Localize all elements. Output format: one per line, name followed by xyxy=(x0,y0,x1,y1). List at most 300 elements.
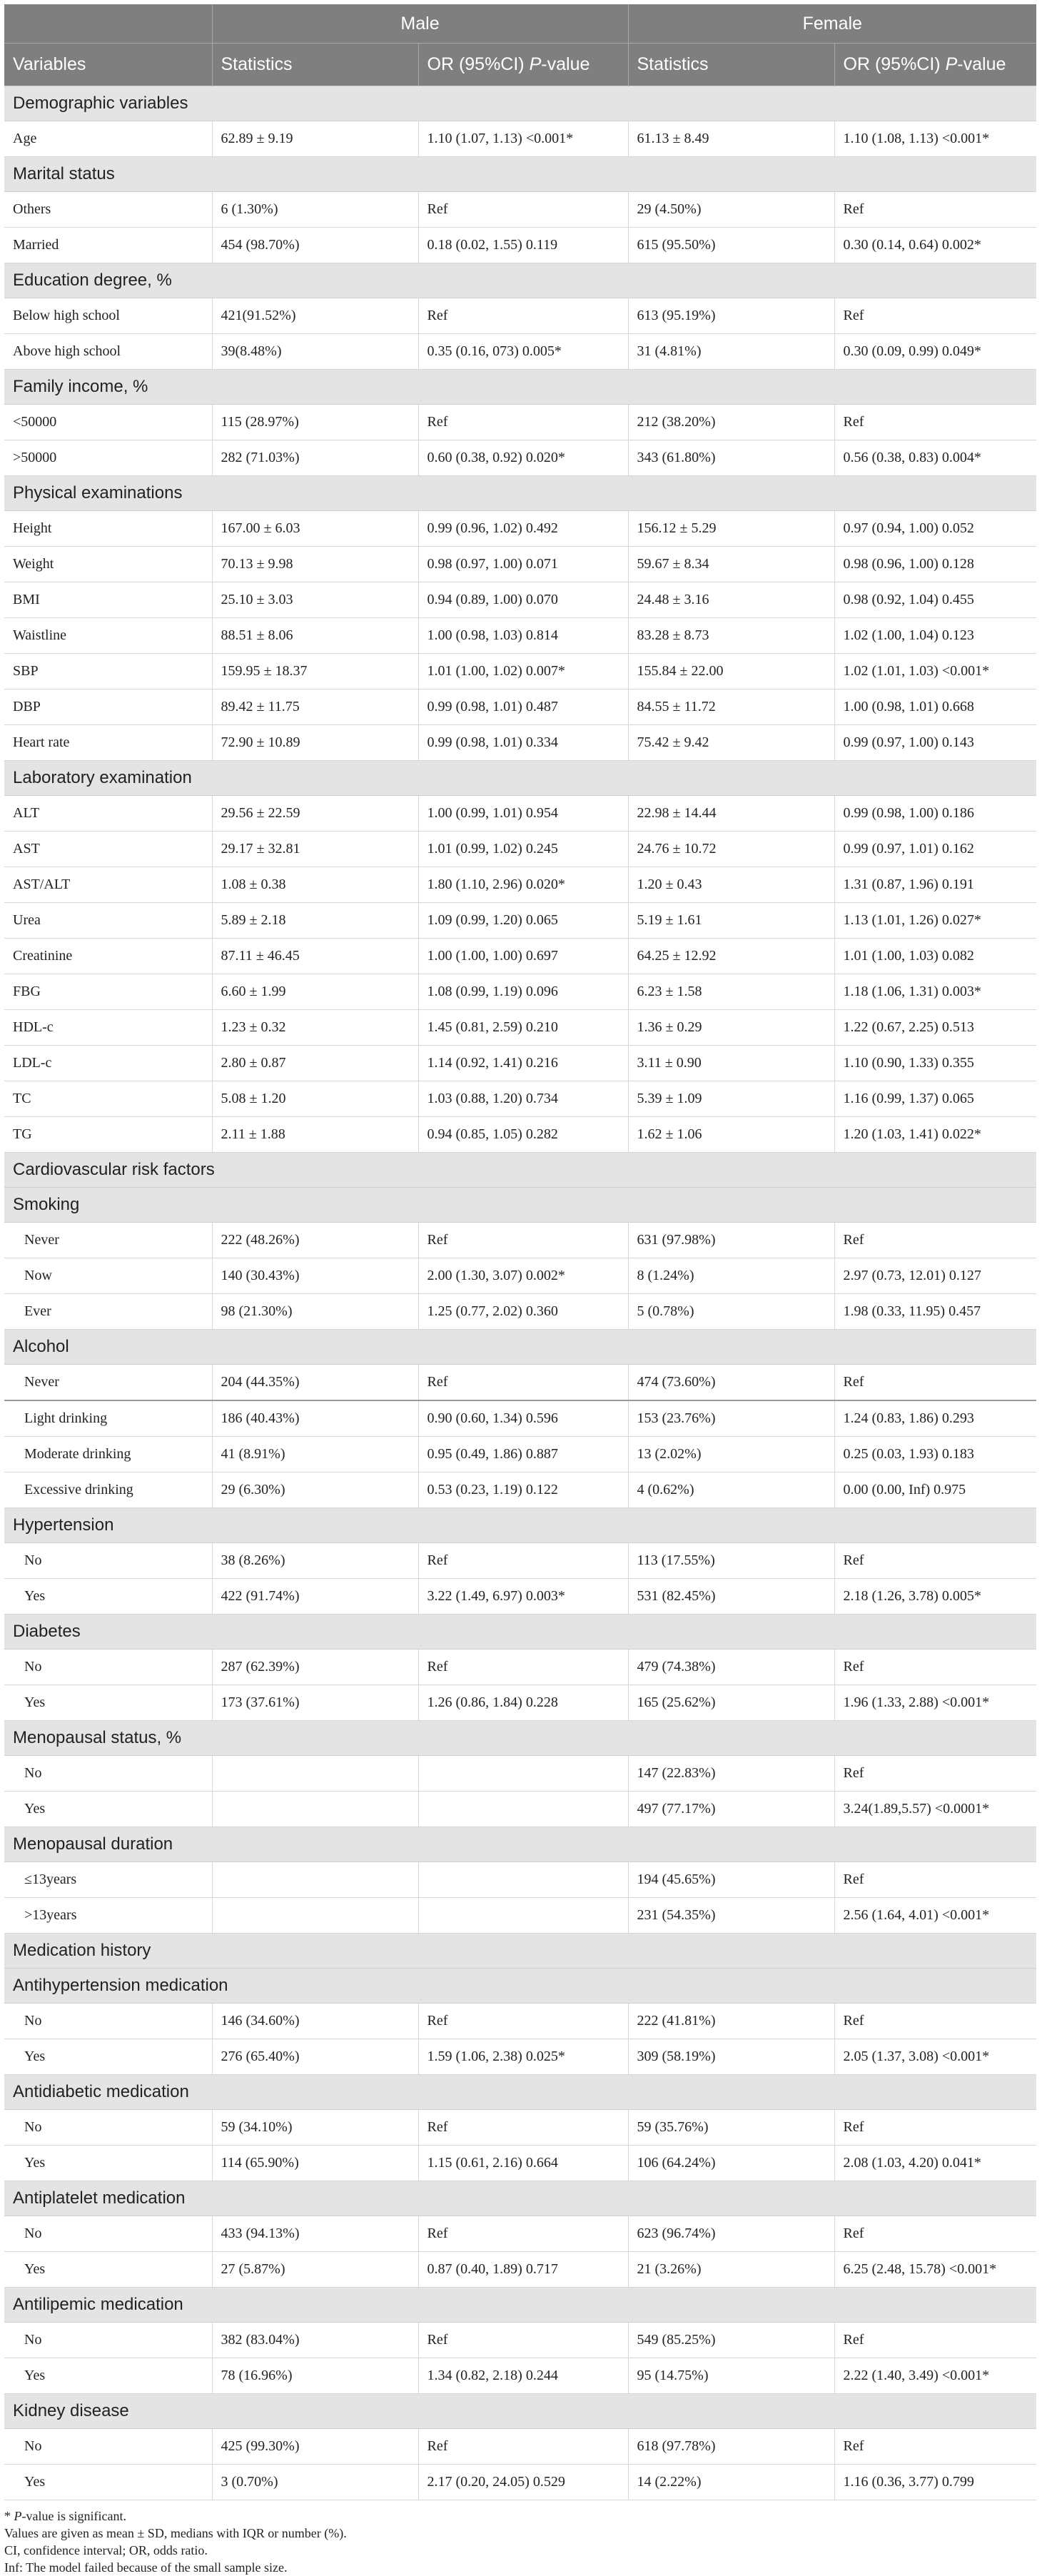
header-or-female-suffix: -value xyxy=(957,54,1006,74)
female-or-cell: Ref xyxy=(834,2429,1036,2465)
row-label: Light drinking xyxy=(4,1400,212,1437)
male-statistics-cell: 39(8.48%) xyxy=(212,334,418,370)
section-row xyxy=(4,761,1036,796)
table-row xyxy=(4,1046,1036,1081)
female-or-cell: 2.22 (1.40, 3.49) <0.001* xyxy=(834,2358,1036,2394)
female-statistics-cell: 8 (1.24%) xyxy=(628,1258,834,1294)
table-row xyxy=(4,832,1036,867)
female-statistics-cell: 531 (82.45%) xyxy=(628,1579,834,1615)
male-or-cell: 1.00 (1.00, 1.00) 0.697 xyxy=(418,939,628,974)
section-label: Family income, % xyxy=(4,370,1036,405)
female-statistics-cell: 95 (14.75%) xyxy=(628,2358,834,2394)
female-statistics-cell: 29 (4.50%) xyxy=(628,192,834,228)
row-label: Waistline xyxy=(4,618,212,654)
male-statistics-cell: 6 (1.30%) xyxy=(212,192,418,228)
female-or-cell: 1.98 (0.33, 11.95) 0.457 xyxy=(834,1294,1036,1330)
table-row xyxy=(4,1437,1036,1473)
male-or-cell: 0.18 (0.02, 1.55) 0.119 xyxy=(418,228,628,263)
section-label: Demographic variables xyxy=(4,86,1036,121)
section-label: Antiplatelet medication xyxy=(4,2181,1036,2216)
table-row xyxy=(4,1862,1036,1898)
row-label: SBP xyxy=(4,654,212,690)
table-row xyxy=(4,2465,1036,2500)
row-label: Yes xyxy=(4,2465,212,2500)
row-label: No xyxy=(4,2216,212,2252)
male-or-cell: 0.98 (0.97, 1.00) 0.071 xyxy=(418,547,628,582)
female-or-cell: 2.56 (1.64, 4.01) <0.001* xyxy=(834,1898,1036,1934)
male-or-cell: Ref xyxy=(418,1223,628,1258)
table-footnotes xyxy=(4,2507,1042,2576)
male-or-cell: 1.80 (1.10, 2.96) 0.020* xyxy=(418,867,628,903)
row-label: No xyxy=(4,1756,212,1792)
male-or-cell: Ref xyxy=(418,2323,628,2358)
male-statistics-cell: 25.10 ± 3.03 xyxy=(212,582,418,618)
section-row xyxy=(4,1508,1036,1543)
female-or-cell: 0.99 (0.97, 1.00) 0.143 xyxy=(834,725,1036,761)
row-label: Yes xyxy=(4,2252,212,2288)
female-statistics-cell: 24.76 ± 10.72 xyxy=(628,832,834,867)
table-row xyxy=(4,228,1036,263)
table-row xyxy=(4,1365,1036,1401)
section-label: Menopausal duration xyxy=(4,1827,1036,1862)
male-statistics-cell xyxy=(212,1862,418,1898)
table-row xyxy=(4,1898,1036,1934)
section-row xyxy=(4,1188,1036,1223)
table-row xyxy=(4,1010,1036,1046)
male-or-cell: 1.00 (0.99, 1.01) 0.954 xyxy=(418,796,628,832)
female-statistics-cell: 222 (41.81%) xyxy=(628,2004,834,2039)
female-or-cell: Ref xyxy=(834,1756,1036,1792)
row-label: FBG xyxy=(4,974,212,1010)
female-statistics-cell: 21 (3.26%) xyxy=(628,2252,834,2288)
male-or-cell: 1.01 (0.99, 1.02) 0.245 xyxy=(418,832,628,867)
table-row xyxy=(4,796,1036,832)
header-or-female-prefix: OR (95%CI) xyxy=(843,54,946,74)
row-label: No xyxy=(4,2004,212,2039)
row-label: HDL-c xyxy=(4,1010,212,1046)
section-label: Kidney disease xyxy=(4,2394,1036,2429)
row-label: Yes xyxy=(4,2039,212,2075)
section-row xyxy=(4,2394,1036,2429)
male-or-cell: 1.03 (0.88, 1.20) 0.734 xyxy=(418,1081,628,1117)
female-statistics-cell: 474 (73.60%) xyxy=(628,1365,834,1401)
female-statistics-cell: 1.36 ± 0.29 xyxy=(628,1010,834,1046)
female-statistics-cell: 106 (64.24%) xyxy=(628,2146,834,2181)
female-or-cell: 1.22 (0.67, 2.25) 0.513 xyxy=(834,1010,1036,1046)
footnote-p: P xyxy=(14,2509,22,2523)
female-statistics-cell: 4 (0.62%) xyxy=(628,1473,834,1508)
female-or-cell: 6.25 (2.48, 15.78) <0.001* xyxy=(834,2252,1036,2288)
male-or-cell: Ref xyxy=(418,1650,628,1685)
male-or-cell xyxy=(418,1898,628,1934)
row-label: TG xyxy=(4,1117,212,1153)
row-label: <50000 xyxy=(4,405,212,440)
section-row xyxy=(4,1615,1036,1650)
male-statistics-cell: 5.08 ± 1.20 xyxy=(212,1081,418,1117)
table-row xyxy=(4,867,1036,903)
table-row xyxy=(4,1756,1036,1792)
female-or-cell: 1.10 (0.90, 1.33) 0.355 xyxy=(834,1046,1036,1081)
section-row xyxy=(4,2075,1036,2110)
male-statistics-cell: 2.11 ± 1.88 xyxy=(212,1117,418,1153)
section-row xyxy=(4,1934,1036,1969)
section-label: Laboratory examination xyxy=(4,761,1036,796)
row-label: Yes xyxy=(4,1685,212,1721)
female-statistics-cell: 212 (38.20%) xyxy=(628,405,834,440)
section-label: Cardiovascular risk factors xyxy=(4,1153,1036,1188)
female-or-cell: Ref xyxy=(834,192,1036,228)
female-or-cell: Ref xyxy=(834,1862,1036,1898)
female-statistics-cell: 59.67 ± 8.34 xyxy=(628,547,834,582)
female-statistics-cell: 59 (35.76%) xyxy=(628,2110,834,2146)
male-or-cell: 1.08 (0.99, 1.19) 0.096 xyxy=(418,974,628,1010)
male-statistics-cell: 425 (99.30%) xyxy=(212,2429,418,2465)
male-or-cell: Ref xyxy=(418,405,628,440)
row-label: >13years xyxy=(4,1898,212,1934)
female-or-cell: Ref xyxy=(834,1650,1036,1685)
female-statistics-cell: 165 (25.62%) xyxy=(628,1685,834,1721)
male-statistics-cell: 173 (37.61%) xyxy=(212,1685,418,1721)
male-or-cell: 1.34 (0.82, 2.18) 0.244 xyxy=(418,2358,628,2394)
female-statistics-cell: 24.48 ± 3.16 xyxy=(628,582,834,618)
male-or-cell: 0.99 (0.98, 1.01) 0.487 xyxy=(418,690,628,725)
female-statistics-cell: 613 (95.19%) xyxy=(628,298,834,334)
male-statistics-cell: 29.56 ± 22.59 xyxy=(212,796,418,832)
male-or-cell: 1.00 (0.98, 1.03) 0.814 xyxy=(418,618,628,654)
row-label: TC xyxy=(4,1081,212,1117)
section-label: Education degree, % xyxy=(4,263,1036,298)
male-statistics-cell: 222 (48.26%) xyxy=(212,1223,418,1258)
female-or-cell: 0.98 (0.92, 1.04) 0.455 xyxy=(834,582,1036,618)
section-label: Physical examinations xyxy=(4,476,1036,511)
section-label: Diabetes xyxy=(4,1615,1036,1650)
table-row xyxy=(4,1117,1036,1153)
header-group-female: Female xyxy=(628,4,1036,44)
female-statistics-cell: 3.11 ± 0.90 xyxy=(628,1046,834,1081)
female-statistics-cell: 61.13 ± 8.49 xyxy=(628,121,834,157)
section-row xyxy=(4,2288,1036,2323)
female-or-cell: 2.97 (0.73, 12.01) 0.127 xyxy=(834,1258,1036,1294)
table-row xyxy=(4,1258,1036,1294)
table-body xyxy=(4,86,1036,2500)
male-or-cell: Ref xyxy=(418,2216,628,2252)
female-statistics-cell: 1.20 ± 0.43 xyxy=(628,867,834,903)
row-label: Above high school xyxy=(4,334,212,370)
table-row xyxy=(4,2039,1036,2075)
table-row xyxy=(4,974,1036,1010)
male-or-cell xyxy=(418,1756,628,1792)
female-statistics-cell: 13 (2.02%) xyxy=(628,1437,834,1473)
row-label: AST/ALT xyxy=(4,867,212,903)
female-or-cell: Ref xyxy=(834,2323,1036,2358)
row-label: AST xyxy=(4,832,212,867)
male-statistics-cell: 146 (34.60%) xyxy=(212,2004,418,2039)
male-or-cell: 0.95 (0.49, 1.86) 0.887 xyxy=(418,1437,628,1473)
male-or-cell: Ref xyxy=(418,2004,628,2039)
male-or-cell: 1.14 (0.92, 1.41) 0.216 xyxy=(418,1046,628,1081)
table-row xyxy=(4,1400,1036,1437)
male-statistics-cell: 89.42 ± 11.75 xyxy=(212,690,418,725)
section-row xyxy=(4,86,1036,121)
male-statistics-cell: 287 (62.39%) xyxy=(212,1650,418,1685)
row-label: >50000 xyxy=(4,440,212,476)
table-row xyxy=(4,121,1036,157)
female-statistics-cell: 5 (0.78%) xyxy=(628,1294,834,1330)
male-statistics-cell: 1.08 ± 0.38 xyxy=(212,867,418,903)
female-or-cell: 0.99 (0.97, 1.01) 0.162 xyxy=(834,832,1036,867)
table-row xyxy=(4,1223,1036,1258)
female-statistics-cell: 549 (85.25%) xyxy=(628,2323,834,2358)
male-or-cell: 0.53 (0.23, 1.19) 0.122 xyxy=(418,1473,628,1508)
section-row xyxy=(4,1969,1036,2004)
footnote-star: * xyxy=(4,2509,14,2523)
female-statistics-cell: 194 (45.65%) xyxy=(628,1862,834,1898)
male-statistics-cell xyxy=(212,1756,418,1792)
male-or-cell: 0.94 (0.89, 1.00) 0.070 xyxy=(418,582,628,618)
table-row xyxy=(4,2110,1036,2146)
female-or-cell: 2.05 (1.37, 3.08) <0.001* xyxy=(834,2039,1036,2075)
male-or-cell: Ref xyxy=(418,298,628,334)
female-or-cell: 1.13 (1.01, 1.26) 0.027* xyxy=(834,903,1036,939)
footnote-values: Values are given as mean ± SD, medians with IQR or number (%). xyxy=(4,2526,347,2540)
female-or-cell: 0.98 (0.96, 1.00) 0.128 xyxy=(834,547,1036,582)
row-label: Others xyxy=(4,192,212,228)
female-or-cell: 1.01 (1.00, 1.03) 0.082 xyxy=(834,939,1036,974)
female-or-cell: 1.16 (0.99, 1.37) 0.065 xyxy=(834,1081,1036,1117)
female-statistics-cell: 31 (4.81%) xyxy=(628,334,834,370)
male-or-cell: 1.25 (0.77, 2.02) 0.360 xyxy=(418,1294,628,1330)
table-row xyxy=(4,1579,1036,1615)
footnote-abbreviations: CI, confidence interval; OR, odds ratio. xyxy=(4,2543,208,2557)
row-label: Moderate drinking xyxy=(4,1437,212,1473)
table-row xyxy=(4,1543,1036,1579)
female-statistics-cell: 343 (61.80%) xyxy=(628,440,834,476)
male-or-cell: 1.45 (0.81, 2.59) 0.210 xyxy=(418,1010,628,1046)
footnote-star-text: -value is significant. xyxy=(21,2509,126,2523)
female-or-cell: 0.30 (0.09, 0.99) 0.049* xyxy=(834,334,1036,370)
male-or-cell: 1.10 (1.07, 1.13) <0.001* xyxy=(418,121,628,157)
table-row xyxy=(4,2146,1036,2181)
section-label: Hypertension xyxy=(4,1508,1036,1543)
female-or-cell: 1.20 (1.03, 1.41) 0.022* xyxy=(834,1117,1036,1153)
female-statistics-cell: 75.42 ± 9.42 xyxy=(628,725,834,761)
row-label: Below high school xyxy=(4,298,212,334)
male-or-cell: Ref xyxy=(418,1365,628,1401)
female-statistics-cell: 64.25 ± 12.92 xyxy=(628,939,834,974)
female-statistics-cell: 1.62 ± 1.06 xyxy=(628,1117,834,1153)
male-or-cell: 0.60 (0.38, 0.92) 0.020* xyxy=(418,440,628,476)
male-or-cell: 1.59 (1.06, 2.38) 0.025* xyxy=(418,2039,628,2075)
table-row xyxy=(4,903,1036,939)
header-blank xyxy=(4,4,212,44)
female-statistics-cell: 497 (77.17%) xyxy=(628,1792,834,1827)
male-or-cell xyxy=(418,1862,628,1898)
row-label: No xyxy=(4,1650,212,1685)
female-or-cell: 1.18 (1.06, 1.31) 0.003* xyxy=(834,974,1036,1010)
header-or-male-prefix: OR (95%CI) xyxy=(427,54,530,74)
table-row xyxy=(4,440,1036,476)
table-row xyxy=(4,939,1036,974)
female-statistics-cell: 623 (96.74%) xyxy=(628,2216,834,2252)
table-row xyxy=(4,298,1036,334)
male-or-cell: 1.15 (0.61, 2.16) 0.664 xyxy=(418,2146,628,2181)
male-or-cell: Ref xyxy=(418,192,628,228)
female-or-cell: 1.02 (1.00, 1.04) 0.123 xyxy=(834,618,1036,654)
table-row xyxy=(4,2323,1036,2358)
row-label: DBP xyxy=(4,690,212,725)
footnote-significance xyxy=(4,2507,1042,2525)
female-statistics-cell: 147 (22.83%) xyxy=(628,1756,834,1792)
table-row xyxy=(4,2004,1036,2039)
table-row xyxy=(4,511,1036,547)
female-statistics-cell: 83.28 ± 8.73 xyxy=(628,618,834,654)
table-row xyxy=(4,1685,1036,1721)
section-label: Medication history xyxy=(4,1934,1036,1969)
table-row xyxy=(4,582,1036,618)
male-statistics-cell: 140 (30.43%) xyxy=(212,1258,418,1294)
section-label: Smoking xyxy=(4,1188,1036,1223)
row-label: Age xyxy=(4,121,212,157)
male-or-cell: 1.09 (0.99, 1.20) 0.065 xyxy=(418,903,628,939)
table-row xyxy=(4,725,1036,761)
male-statistics-cell xyxy=(212,1792,418,1827)
female-or-cell: 2.18 (1.26, 3.78) 0.005* xyxy=(834,1579,1036,1615)
male-or-cell: 2.00 (1.30, 3.07) 0.002* xyxy=(418,1258,628,1294)
male-or-cell: 0.35 (0.16, 073) 0.005* xyxy=(418,334,628,370)
male-or-cell: 1.26 (0.86, 1.84) 0.228 xyxy=(418,1685,628,1721)
header-or-male-p: P xyxy=(529,54,542,74)
section-label: Marital status xyxy=(4,157,1036,192)
female-or-cell: 1.31 (0.87, 1.96) 0.191 xyxy=(834,867,1036,903)
female-statistics-cell: 309 (58.19%) xyxy=(628,2039,834,2075)
female-or-cell: 1.16 (0.36, 3.77) 0.799 xyxy=(834,2465,1036,2500)
row-label: Yes xyxy=(4,2146,212,2181)
female-statistics-cell: 231 (54.35%) xyxy=(628,1898,834,1934)
section-label: Alcohol xyxy=(4,1330,1036,1365)
section-row xyxy=(4,476,1036,511)
table-row xyxy=(4,405,1036,440)
male-statistics-cell: 115 (28.97%) xyxy=(212,405,418,440)
row-label: Height xyxy=(4,511,212,547)
male-statistics-cell: 6.60 ± 1.99 xyxy=(212,974,418,1010)
table-row xyxy=(4,2252,1036,2288)
female-or-cell: Ref xyxy=(834,1223,1036,1258)
row-label: No xyxy=(4,1543,212,1579)
female-or-cell: Ref xyxy=(834,1365,1036,1401)
male-statistics-cell: 72.90 ± 10.89 xyxy=(212,725,418,761)
header-statistics-female: Statistics xyxy=(628,44,834,86)
row-label: LDL-c xyxy=(4,1046,212,1081)
table-row xyxy=(4,690,1036,725)
female-statistics-cell: 22.98 ± 14.44 xyxy=(628,796,834,832)
male-statistics-cell: 282 (71.03%) xyxy=(212,440,418,476)
female-or-cell: Ref xyxy=(834,298,1036,334)
male-or-cell: 0.99 (0.98, 1.01) 0.334 xyxy=(418,725,628,761)
section-row xyxy=(4,1827,1036,1862)
row-label: Yes xyxy=(4,1579,212,1615)
row-label: BMI xyxy=(4,582,212,618)
female-or-cell: 0.00 (0.00, Inf) 0.975 xyxy=(834,1473,1036,1508)
row-label: Excessive drinking xyxy=(4,1473,212,1508)
male-statistics-cell: 59 (34.10%) xyxy=(212,2110,418,2146)
male-or-cell: 0.87 (0.40, 1.89) 0.717 xyxy=(418,2252,628,2288)
male-or-cell: 3.22 (1.49, 6.97) 0.003* xyxy=(418,1579,628,1615)
table-row xyxy=(4,334,1036,370)
male-or-cell: 0.90 (0.60, 1.34) 0.596 xyxy=(418,1400,628,1437)
female-or-cell: Ref xyxy=(834,2110,1036,2146)
table-row xyxy=(4,1650,1036,1685)
male-statistics-cell: 1.23 ± 0.32 xyxy=(212,1010,418,1046)
female-or-cell: Ref xyxy=(834,2216,1036,2252)
header-or-male-suffix: -value xyxy=(541,54,590,74)
table-row xyxy=(4,1792,1036,1827)
row-label: No xyxy=(4,2429,212,2465)
female-statistics-cell: 156.12 ± 5.29 xyxy=(628,511,834,547)
section-label: Antidiabetic medication xyxy=(4,2075,1036,2110)
table-row xyxy=(4,654,1036,690)
male-or-cell: Ref xyxy=(418,2429,628,2465)
male-or-cell: 0.94 (0.85, 1.05) 0.282 xyxy=(418,1117,628,1153)
male-statistics-cell xyxy=(212,1898,418,1934)
female-or-cell: 1.00 (0.98, 1.01) 0.668 xyxy=(834,690,1036,725)
male-or-cell: Ref xyxy=(418,2110,628,2146)
male-statistics-cell: 87.11 ± 46.45 xyxy=(212,939,418,974)
male-statistics-cell: 62.89 ± 9.19 xyxy=(212,121,418,157)
male-statistics-cell: 422 (91.74%) xyxy=(212,1579,418,1615)
section-label: Menopausal status, % xyxy=(4,1721,1036,1756)
male-statistics-cell: 98 (21.30%) xyxy=(212,1294,418,1330)
row-label: Creatinine xyxy=(4,939,212,974)
section-label: Antilipemic medication xyxy=(4,2288,1036,2323)
male-statistics-cell: 114 (65.90%) xyxy=(212,2146,418,2181)
male-statistics-cell: 41 (8.91%) xyxy=(212,1437,418,1473)
section-row xyxy=(4,1330,1036,1365)
header-or-female-p: P xyxy=(945,54,958,74)
female-or-cell: 0.56 (0.38, 0.83) 0.004* xyxy=(834,440,1036,476)
table-row xyxy=(4,547,1036,582)
header-group-male: Male xyxy=(212,4,628,44)
section-label: Antihypertension medication xyxy=(4,1969,1036,2004)
row-label: ALT xyxy=(4,796,212,832)
male-statistics-cell: 29 (6.30%) xyxy=(212,1473,418,1508)
male-statistics-cell: 29.17 ± 32.81 xyxy=(212,832,418,867)
row-label: No xyxy=(4,2110,212,2146)
row-label: Yes xyxy=(4,1792,212,1827)
table-header xyxy=(4,4,1036,86)
female-or-cell: 3.24(1.89,5.57) <0.0001* xyxy=(834,1792,1036,1827)
male-statistics-cell: 70.13 ± 9.98 xyxy=(212,547,418,582)
row-label: ≤13years xyxy=(4,1862,212,1898)
female-statistics-cell: 615 (95.50%) xyxy=(628,228,834,263)
header-variables: Variables xyxy=(4,44,212,86)
male-statistics-cell: 27 (5.87%) xyxy=(212,2252,418,2288)
section-row xyxy=(4,1153,1036,1188)
row-label: Now xyxy=(4,1258,212,1294)
row-label: Yes xyxy=(4,2358,212,2394)
row-label: Urea xyxy=(4,903,212,939)
male-statistics-cell: 78 (16.96%) xyxy=(212,2358,418,2394)
table-row xyxy=(4,1294,1036,1330)
section-row xyxy=(4,370,1036,405)
male-or-cell: 2.17 (0.20, 24.05) 0.529 xyxy=(418,2465,628,2500)
male-or-cell: 1.01 (1.00, 1.02) 0.007* xyxy=(418,654,628,690)
female-or-cell: 0.97 (0.94, 1.00) 0.052 xyxy=(834,511,1036,547)
footnote-inf: Inf: The model failed because of the small sample size. xyxy=(4,2560,288,2575)
results-table xyxy=(4,4,1036,2500)
female-or-cell: Ref xyxy=(834,1543,1036,1579)
male-or-cell: 0.99 (0.96, 1.02) 0.492 xyxy=(418,511,628,547)
female-statistics-cell: 153 (23.76%) xyxy=(628,1400,834,1437)
